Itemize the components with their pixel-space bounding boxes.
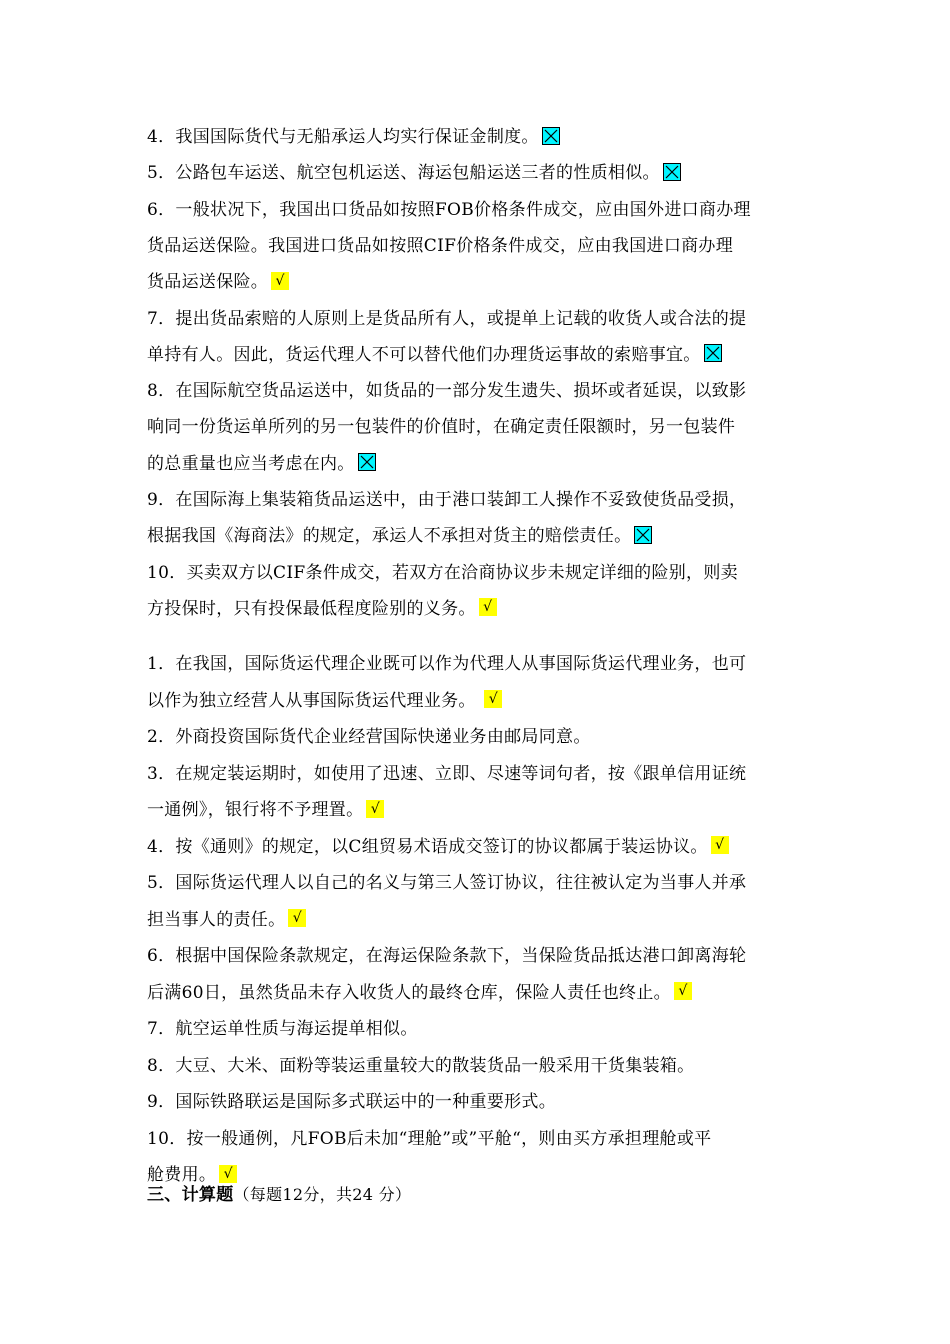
question-text: 后满60日，虽然货品未存入收货人的最终仓库，保险人责任也终止。	[147, 982, 671, 1003]
question-line	[147, 337, 817, 373]
check-mark-icon: √	[219, 1165, 237, 1183]
question-text: 9．国际铁路联运是国际多式联运中的一种重要形式。	[147, 1092, 557, 1112]
question-text: 10．按一般通例，凡FOB后未加“理舱”或”平舱“，则由买方承担理舱或平	[147, 1128, 712, 1149]
check-mark-icon: √	[366, 800, 384, 818]
question-text: 8．大豆、大米、面粉等装运重量较大的散装货品一般采用干货集装箱。	[147, 1055, 695, 1076]
question-line	[147, 646, 817, 682]
question-line	[147, 756, 817, 792]
question-text: 6．一般状况下，我国出口货品如按照FOB价格条件成交，应由国外进口商办理	[147, 199, 751, 220]
question-line	[147, 1048, 817, 1084]
question-text: 货品运送保险。我国进口货品如按照CIF价格条件成交，应由我国进口商办理	[147, 235, 734, 256]
question-text: 4．按《通则》的规定，以C组贸易术语成交签订的协议都属于装运协议。	[147, 836, 708, 857]
question-text: 6．根据中国保险条款规定，在海运保险条款下，当保险货品抵达港口卸离海轮	[147, 946, 747, 966]
question-line	[147, 155, 817, 191]
question-text: 7．航空运单性质与海运提单相似。	[147, 1019, 418, 1039]
cross-mark-icon	[663, 163, 681, 181]
question-line	[147, 829, 817, 865]
question-line	[147, 591, 817, 627]
question-line	[147, 264, 817, 300]
check-mark-icon: √	[271, 272, 289, 290]
section-title: 三、计算题	[147, 1185, 234, 1205]
question-line	[147, 975, 817, 1011]
question-line	[147, 228, 817, 264]
question-line	[147, 482, 817, 518]
check-mark-icon: √	[484, 690, 502, 708]
question-text: 3．在规定装运期时，如使用了迅速、立即、尽速等词句者，按《跟单信用证统	[147, 763, 747, 784]
question-text: 一通例》，银行将不予理置。	[147, 800, 364, 820]
section-note: （每题12分，共24 分）	[233, 1185, 412, 1204]
question-line	[147, 446, 817, 482]
question-text: 5．国际货运代理人以自己的名义与第三人签订协议，往往被认定为当事人并承	[147, 873, 747, 893]
question-text: 货品运送保险。	[147, 272, 269, 293]
question-line	[147, 1011, 817, 1047]
check-mark-icon: √	[674, 982, 692, 1000]
question-text: 单持有人。因此，货运代理人不可以替代他们办理货运事故的索赔事宜。	[147, 344, 701, 365]
question-text: 根据我国《海商法》的规定，承运人不承担对货主的赔偿责任。	[147, 526, 632, 547]
question-line	[147, 719, 817, 755]
question-line	[147, 938, 817, 974]
question-line	[147, 518, 817, 554]
question-line	[147, 1084, 817, 1120]
question-line	[147, 119, 817, 155]
question-text: 10．买卖双方以CIF条件成交，若双方在洽商协议步未规定详细的险别，则卖	[147, 562, 738, 583]
question-line	[147, 902, 817, 938]
question-line	[147, 683, 817, 719]
question-text: 9．在国际海上集装箱货品运送中，由于港口装卸工人操作不妥致使货品受损，	[147, 490, 747, 510]
check-mark-icon: √	[479, 598, 497, 616]
cross-mark-icon	[358, 453, 376, 471]
question-text: 1．在我国，国际货运代理企业既可以作为代理人从事国际货运代理业务，也可	[147, 654, 747, 674]
cross-mark-icon	[704, 344, 722, 362]
question-line	[147, 192, 817, 228]
question-text: 8．在国际航空货品运送中，如货品的一部分发生遗失、损坏或者延误，以致影	[147, 381, 747, 402]
question-text: 担当事人的责任。	[147, 909, 286, 930]
question-text: 方投保时，只有投保最低程度险别的义务。	[147, 598, 476, 619]
question-line	[147, 555, 817, 591]
cross-mark-icon	[542, 127, 560, 145]
cross-mark-icon	[634, 526, 652, 544]
question-text: 7．提出货品索赔的人原则上是货品所有人，或提单上记载的收货人或合法的提	[147, 308, 747, 329]
question-line	[147, 373, 817, 409]
question-text: 4．我国国际货代与无船承运人均实行保证金制度。	[147, 127, 539, 147]
check-mark-icon: √	[288, 909, 306, 927]
question-line	[147, 301, 817, 337]
question-text: 以作为独立经营人从事国际货运代理业务。	[147, 690, 482, 711]
question-text: 响同一份货运单所列的另一包装件的价值时，在确定责任限额时，另一包装件	[147, 417, 736, 438]
question-text: 舱费用。	[147, 1165, 217, 1185]
question-line	[147, 792, 817, 828]
question-text: 2．外商投资国际货代企业经营国际快递业务由邮局同意。	[147, 727, 591, 747]
question-line	[147, 1121, 817, 1157]
question-text: 的总重量也应当考虑在内。	[147, 453, 355, 474]
question-line	[147, 409, 817, 445]
question-text: 5．公路包车运送、航空包机运送、海运包船运送三者的性质相似。	[147, 163, 660, 184]
section-heading	[147, 1177, 817, 1213]
question-line	[147, 865, 817, 901]
check-mark-icon: √	[711, 836, 729, 854]
